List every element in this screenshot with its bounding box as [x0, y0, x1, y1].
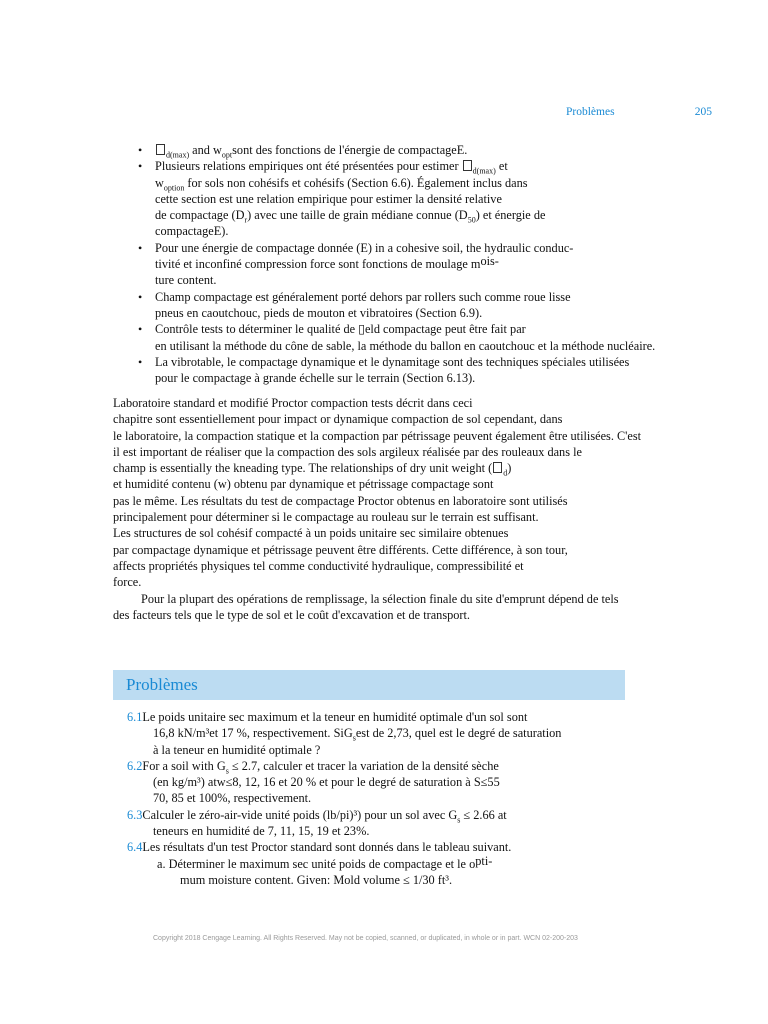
bullet-line	[155, 158, 746, 174]
page-number: 205	[694, 106, 712, 118]
subscript: d	[503, 468, 508, 478]
text-run: a. Déterminer le maximum sec unité poids de compactage et le o	[157, 856, 476, 871]
paragraph-line: Pour la plupart des opérations de remplissage, la sélection finale du site d'emprunt dépend de tels	[141, 591, 619, 606]
running-head-title: Problèmes	[566, 106, 615, 118]
running-head	[566, 106, 712, 122]
problems-heading: Problèmes	[126, 675, 198, 694]
text-run: ≤ 2.7, calculer et tracer la variation de la densité sèche	[228, 758, 499, 773]
paragraph-line: affects propriétés physiques tel comme conductivité hydraulique, compressibilité et	[113, 558, 524, 573]
bullet-item	[136, 289, 746, 322]
paragraph-line: des facteurs tels que le type de sol et le coût d'excavation et de transport.	[113, 607, 470, 622]
problem-number: 6.3	[127, 807, 143, 822]
paragraph-line: et humidité contenu (w) obtenu par dynamique et pétrissage compactage sont	[113, 477, 494, 492]
subscript: opt	[221, 150, 233, 160]
text-run: for sols non cohésifs et cohésifs (Section 6.6). Également inclus dans	[184, 175, 528, 190]
paragraph-line: Les structures de sol cohésif compacté à un poids unitaire sec similaire obtenues	[113, 526, 509, 541]
missing-glyph-icon	[493, 462, 502, 473]
text-run: pti-	[475, 853, 493, 868]
bullet-item	[136, 158, 746, 239]
bullet-line	[155, 142, 746, 158]
paragraph-line	[113, 460, 753, 476]
bullet-line: • Champ compactage est généralement porté dehors par rollers such comme roue lisse	[155, 289, 571, 304]
text-run: For a soil with G	[142, 758, 226, 773]
text-run: tivité et inconfiné compression force sont fonctions de moulage m	[155, 257, 481, 272]
problem-line: teneurs en humidité de 7, 11, 15, 19 et 23%.	[153, 824, 370, 839]
bullet-line	[155, 175, 746, 191]
text-run: Plusieurs relations empiriques ont été présentées pour estimer	[155, 159, 462, 174]
bullet-line	[155, 207, 746, 223]
problem-line: à la teneur en humidité optimale ?	[153, 742, 321, 757]
problem-line: (en kg/m³) atw≤8, 12, 16 et 20 % et pour le degré de saturation à S≤55	[153, 775, 500, 790]
bullet-line: pour le compactage à grande échelle sur le terrain (Section 6.13).	[155, 371, 476, 386]
problem-line	[127, 758, 747, 774]
problem-line	[127, 853, 747, 872]
text-run: champ is essentially the kneading type. The relationships of dry unit weight (	[113, 461, 493, 476]
paragraph-line: le laboratoire, la compaction statique et la compaction par pétrissage peuvent également être utilisées. C'est	[113, 428, 642, 443]
text-run: Le poids unitaire sec maximum et la teneur en humidité optimale d'un sol sont	[142, 710, 528, 724]
bullet-item	[136, 240, 746, 289]
problem-line	[127, 725, 747, 741]
subscript: option	[163, 183, 185, 193]
subscript: s	[352, 733, 356, 743]
text-run: 16,8 kN/m³et 17 %, respectivement. SiG	[153, 726, 353, 741]
text-run: Calculer le zéro-air-vide unité poids (lb/pi)³) pour un sol avec G	[142, 807, 458, 822]
text-run: et	[495, 159, 508, 174]
bullet-line: ture content.	[155, 273, 217, 288]
subscript: d(max)	[472, 166, 496, 176]
missing-glyph-icon	[156, 144, 165, 155]
bullet-item	[136, 354, 746, 387]
subscript: r	[244, 215, 248, 225]
paragraph-line: force.	[113, 575, 142, 590]
text-run: ois-	[480, 254, 499, 269]
bullet-item	[136, 142, 746, 158]
bullet-item	[136, 321, 746, 354]
text-run: sont des fonctions de l'énergie de compactageE.	[232, 143, 468, 157]
problem-line	[127, 709, 747, 725]
subscript: s	[457, 815, 461, 825]
text-run: de compactage (D	[155, 208, 245, 223]
problem-line: 70, 85 et 100%, respectivement.	[153, 791, 312, 806]
problem-line	[127, 839, 747, 855]
text-run: )	[507, 461, 512, 476]
paragraph-line: pas le même. Les résultats du test de compactage Proctor obtenus en laboratoire sont utilisés	[113, 493, 568, 508]
text-run: ) avec une taille de grain médiane connue (D	[247, 208, 468, 223]
bullet-line: en utilisant la méthode du cône de sable, la méthode du ballon en caoutchouc et la méthode nucléaire.	[155, 338, 656, 353]
bullet-line: compactageE).	[155, 224, 229, 239]
text-run: est de 2,73, quel est le degré de saturation	[355, 726, 562, 741]
problem-number: 6.4	[127, 840, 143, 855]
bullet-line: • Pour une énergie de compactage donnée (E) in a cohesive soil, the hydraulic conduc-	[155, 240, 574, 255]
missing-glyph-icon	[463, 160, 472, 171]
text-run: ≤ 2.66 at	[460, 807, 507, 822]
subscript: 50	[467, 215, 476, 225]
problem-number: 6.1	[127, 710, 143, 724]
paragraph-line: principalement pour déterminer si le compactage au rouleau sur le terrain est suffisant.	[113, 510, 539, 525]
problems-section-header	[113, 670, 625, 700]
body-paragraph	[113, 395, 753, 623]
paragraph-line: il est important de réaliser que la compaction des sols argileux réalisée par des rouleaux dans le	[113, 444, 582, 459]
subscript: s	[225, 766, 229, 776]
text-run: Les résultats d'un test Proctor standard sont donnés dans le tableau suivant.	[142, 840, 512, 855]
bullet-line: pneus en caoutchouc, pieds de mouton et vibratoires (Section 6.9).	[155, 305, 483, 320]
problem-number: 6.2	[127, 758, 143, 773]
problem-line	[127, 807, 747, 823]
paragraph-line: par compactage dynamique et pétrissage peuvent être différents. Cette différence, à son tour,	[113, 542, 568, 557]
bullet-line: • Contrôle tests to déterminer le qualité de ▯eld compactage peut être fait par	[155, 322, 526, 337]
text-run: ) et énergie de	[475, 208, 546, 223]
bullet-line	[155, 256, 746, 272]
bullet-line: cette section est une relation empirique pour estimer la densité relative	[155, 191, 502, 206]
paragraph-line: Laboratoire standard et modifié Proctor compaction tests décrit dans ceci	[113, 396, 473, 410]
problems-list	[127, 709, 747, 888]
paragraph-line: chapitre sont essentiellement pour impact or dynamique compaction de sol cependant, dans	[113, 412, 563, 427]
summary-bullet-list	[136, 142, 746, 386]
copyright-footer: Copyright 2018 Cengage Learning. All Rights Reserved. May not be copied, scanned, or duplicated, in whole or in part. WCN 02-200-203	[153, 935, 578, 942]
problem-line: mum moisture content. Given: Mold volume ≤ 1/30 ft³.	[180, 872, 453, 887]
subscript: d(max)	[166, 150, 190, 160]
text-run: w	[155, 175, 164, 190]
bullet-line: • La vibrotable, le compactage dynamique et le dynamitage sont des techniques spéciales utilisées	[155, 354, 630, 369]
text-run: and w	[189, 143, 222, 157]
